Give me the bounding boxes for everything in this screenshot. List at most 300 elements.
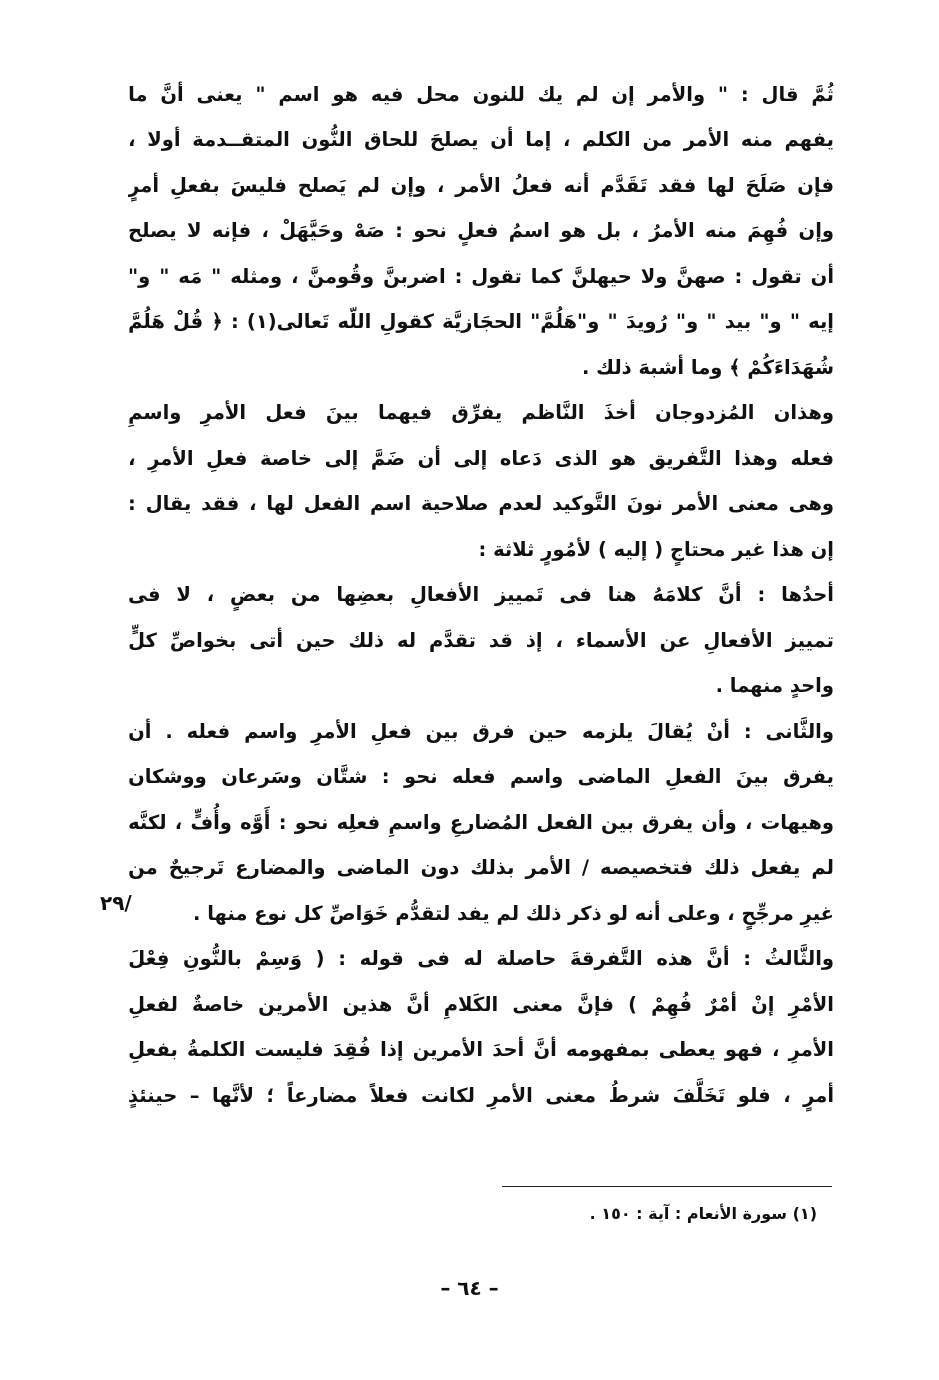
text-line bbox=[128, 254, 834, 300]
word: من bbox=[290, 583, 321, 607]
word: بينَ bbox=[325, 401, 359, 425]
word: هذه bbox=[656, 947, 693, 971]
word: الأفعالِ bbox=[409, 583, 480, 607]
word: لها bbox=[266, 492, 294, 516]
word: ، bbox=[206, 583, 215, 607]
word: الفعل bbox=[303, 492, 361, 516]
text-line bbox=[128, 391, 834, 437]
word: صهنَّ bbox=[676, 264, 726, 288]
word: واسم bbox=[244, 719, 298, 743]
word: الأمْرِ bbox=[788, 992, 834, 1016]
text-line bbox=[128, 209, 834, 255]
word: فى bbox=[128, 583, 161, 607]
word: ، bbox=[631, 219, 639, 243]
word: ﴿ bbox=[211, 310, 223, 334]
word: وإن bbox=[798, 219, 834, 243]
word: فعلِ bbox=[370, 719, 412, 743]
text-line bbox=[128, 618, 834, 664]
word: منه bbox=[740, 128, 773, 152]
word: ، bbox=[563, 128, 571, 152]
word: الأمرِ bbox=[487, 1083, 533, 1107]
word: المتقــدمة bbox=[192, 128, 290, 152]
word: أنه bbox=[563, 173, 590, 197]
word: معنى bbox=[728, 492, 779, 516]
word: للنون bbox=[472, 82, 525, 106]
word: إلى bbox=[453, 446, 488, 470]
word: يصلحَ bbox=[429, 128, 479, 152]
word: : bbox=[381, 765, 390, 789]
word: يلزمه bbox=[581, 719, 634, 743]
text-line bbox=[128, 527, 834, 573]
word: بين bbox=[601, 810, 634, 834]
manuscript-folio-marker: ٢٩/ bbox=[100, 891, 132, 915]
word: لم bbox=[811, 856, 834, 880]
word: أنَّ bbox=[160, 82, 184, 106]
word: يفهم bbox=[784, 128, 834, 152]
word: فُقِدَ bbox=[332, 1038, 371, 1062]
footnote: (١) سورة الأنعام : آية : ١٥٠ . bbox=[589, 1204, 817, 1223]
word: وأن bbox=[701, 810, 737, 834]
word: حينئذٍ bbox=[128, 1083, 178, 1107]
word: كقولِ bbox=[379, 310, 434, 334]
word: أنْ bbox=[706, 719, 730, 743]
word: ، bbox=[783, 1083, 791, 1107]
word: ، bbox=[128, 446, 136, 470]
word: أمرٍ bbox=[128, 173, 160, 197]
word: : bbox=[395, 219, 403, 243]
word: أنَّ bbox=[718, 583, 742, 607]
word: إما bbox=[525, 128, 552, 152]
word: يفعل bbox=[750, 856, 801, 880]
body-text bbox=[128, 72, 834, 1119]
word: واسمِ bbox=[128, 401, 182, 425]
word: الحجَازيَّة bbox=[442, 310, 522, 334]
text-line bbox=[128, 982, 834, 1028]
word: بينَ bbox=[735, 765, 769, 789]
text-line bbox=[128, 345, 834, 391]
word: ) bbox=[628, 992, 637, 1016]
word: فعلِ bbox=[206, 446, 248, 470]
word: فعله bbox=[452, 765, 496, 789]
word: اسمُ bbox=[508, 219, 550, 243]
word: لكنَّه bbox=[128, 810, 167, 834]
word: أنَّ bbox=[406, 992, 430, 1016]
word: قوله bbox=[359, 947, 404, 971]
word: الأمرِ bbox=[148, 446, 194, 470]
word: يعنى bbox=[196, 82, 243, 106]
text-line bbox=[128, 664, 834, 710]
word: تَقَدَّم bbox=[600, 173, 648, 197]
line-text: شُهَدَاءَكُمْ ﴾ وما أشبهَ ذلك . bbox=[581, 355, 834, 379]
word: الأمرُ bbox=[649, 219, 695, 243]
word: ، bbox=[128, 128, 136, 152]
word: بيد bbox=[724, 310, 752, 334]
word: والمضارع bbox=[235, 856, 326, 880]
word: مضارعاً bbox=[286, 1083, 358, 1107]
word: إذ bbox=[525, 628, 543, 652]
word: الذى bbox=[554, 446, 598, 470]
word: أَوَّه bbox=[240, 810, 271, 834]
word: شتَّان bbox=[316, 765, 368, 789]
word: تَمييز bbox=[495, 583, 544, 607]
word: فإن bbox=[797, 173, 834, 197]
word: هَلُمَّ bbox=[128, 310, 165, 334]
word: دَعاه bbox=[499, 446, 543, 470]
word: : bbox=[230, 310, 239, 334]
word: بفعلِ bbox=[128, 1038, 178, 1062]
word: وَسِمْ bbox=[255, 947, 303, 971]
word: " bbox=[159, 264, 170, 288]
word: أن bbox=[128, 719, 152, 743]
word: من bbox=[642, 128, 673, 152]
word: و" bbox=[675, 310, 699, 334]
word: أحدَ bbox=[492, 1038, 525, 1062]
word: فيهما bbox=[378, 401, 433, 425]
word: نونَ bbox=[626, 492, 663, 516]
word: بمفهومه bbox=[565, 1038, 650, 1062]
word: فُهِمَ bbox=[747, 219, 789, 243]
word: لها bbox=[707, 173, 735, 197]
line-text: غيرِ مرجِّحٍ ، وعلى أنه لو ذكر ذلك لم يفد لتقدُّم خَوَاصِّ كل نوع منها . bbox=[193, 901, 834, 925]
word: معنى bbox=[545, 1083, 597, 1107]
word: وهذان bbox=[773, 401, 834, 425]
word: الأمر bbox=[525, 856, 571, 880]
word: اسم bbox=[370, 492, 412, 516]
word: فلو bbox=[737, 1083, 771, 1107]
word: أمرٍ bbox=[803, 1083, 834, 1107]
text-line bbox=[128, 891, 834, 937]
word: الأمرِ bbox=[311, 719, 357, 743]
word: / bbox=[581, 856, 590, 880]
word: ثُمَّ bbox=[811, 82, 834, 106]
word: بخواصِّ bbox=[169, 628, 237, 652]
word: هنا bbox=[607, 583, 637, 607]
word: خاصةٌ bbox=[192, 992, 245, 1016]
word: الأفعالِ bbox=[703, 628, 773, 652]
word: بين bbox=[425, 719, 459, 743]
text-line bbox=[128, 755, 834, 801]
text-line bbox=[128, 163, 834, 209]
word: الكَلامِ bbox=[443, 992, 499, 1016]
word: الكلم bbox=[582, 128, 631, 152]
word: إيه bbox=[808, 310, 834, 334]
word: الأمرين bbox=[258, 992, 329, 1016]
word: لا bbox=[186, 219, 202, 243]
word: صَلَحَ bbox=[745, 173, 787, 197]
word: اسم bbox=[278, 82, 320, 106]
word: الفعل bbox=[536, 810, 593, 834]
word: يفرق bbox=[642, 810, 694, 834]
word: إنْ bbox=[751, 992, 775, 1016]
word: التَّفريق bbox=[648, 446, 722, 470]
word: . bbox=[165, 719, 173, 743]
word: لكانت bbox=[420, 1083, 475, 1107]
word: : bbox=[278, 810, 287, 834]
text-line bbox=[128, 482, 834, 528]
word: تَرجيحٌ bbox=[168, 856, 225, 880]
word: بفعلِ bbox=[169, 173, 220, 197]
word: النُّون bbox=[301, 128, 353, 152]
word: الأسماء bbox=[575, 628, 647, 652]
word: تَعالى(١) bbox=[246, 310, 330, 334]
word: التَّفرقةَ bbox=[569, 947, 643, 971]
word: لا bbox=[176, 583, 191, 607]
word: هو bbox=[610, 446, 637, 470]
text-line bbox=[128, 800, 834, 846]
word: رُويدَ bbox=[625, 310, 668, 334]
word: الماضى bbox=[336, 856, 410, 880]
text-line bbox=[128, 846, 834, 892]
word: بل bbox=[596, 219, 622, 243]
word: و"هَلُمَّ" bbox=[530, 310, 600, 334]
word: عن bbox=[659, 628, 691, 652]
word: تقول bbox=[471, 264, 522, 288]
word: إذا bbox=[380, 1038, 404, 1062]
word: أتى bbox=[249, 628, 284, 652]
word: : bbox=[734, 264, 743, 288]
word: يعطى bbox=[658, 1038, 716, 1062]
footnote-separator bbox=[502, 1186, 832, 1187]
word: لفعلِ bbox=[128, 992, 178, 1016]
word: ، bbox=[555, 628, 563, 652]
word: وهى bbox=[788, 492, 834, 516]
word: فعلاً bbox=[369, 1083, 409, 1107]
word: فُهِمْ bbox=[651, 992, 693, 1016]
word: أنَّ bbox=[533, 1038, 557, 1062]
word: ، bbox=[744, 810, 753, 834]
word: ؛ bbox=[266, 1083, 275, 1107]
word: نحو bbox=[294, 810, 329, 834]
word: فهو bbox=[724, 1038, 763, 1062]
word: أحدُها bbox=[781, 583, 834, 607]
word: " bbox=[706, 310, 717, 334]
word: فتخصيصه bbox=[600, 856, 694, 880]
word: فعله bbox=[790, 446, 834, 470]
word: مَه bbox=[178, 264, 203, 288]
word: " bbox=[607, 310, 618, 334]
word: فليست bbox=[254, 1038, 324, 1062]
word: واسم bbox=[509, 765, 564, 789]
word: حاصلة bbox=[496, 947, 557, 971]
word: يَصلح bbox=[297, 173, 347, 197]
word: " bbox=[255, 82, 266, 106]
word: بالنُّونِ bbox=[183, 947, 242, 971]
word: الماضى bbox=[577, 765, 651, 789]
word: : bbox=[743, 947, 751, 971]
word: له bbox=[463, 947, 483, 971]
word: فعله bbox=[186, 719, 231, 743]
word: محل bbox=[416, 82, 460, 106]
word: يقال bbox=[145, 492, 192, 516]
word: فقد bbox=[201, 492, 240, 516]
word: فليسَ bbox=[230, 173, 287, 197]
word: أخذَ bbox=[603, 401, 636, 425]
word: لأنَّها bbox=[212, 1083, 255, 1107]
word: لم bbox=[357, 173, 380, 197]
word: : bbox=[757, 583, 766, 607]
word: تقدَّم bbox=[429, 628, 476, 652]
text-line bbox=[128, 436, 834, 482]
word: ووشكان bbox=[128, 765, 207, 789]
word: وسَرعان bbox=[221, 765, 302, 789]
word: يفرِّق bbox=[451, 401, 503, 425]
word: فِعْلَ bbox=[128, 947, 170, 971]
word: حين bbox=[528, 719, 569, 743]
word: تقول bbox=[751, 264, 802, 288]
word: ، bbox=[261, 219, 269, 243]
word: لم bbox=[575, 82, 599, 106]
word: : bbox=[454, 264, 463, 288]
word: معنى bbox=[512, 992, 564, 1016]
word: ، bbox=[437, 173, 445, 197]
word: قُلْ bbox=[173, 310, 204, 334]
word: وحَيَّهَلْ bbox=[279, 219, 344, 243]
word: المُزدوجان bbox=[655, 401, 755, 425]
word: وقُومنَّ bbox=[307, 264, 375, 288]
word: إلى bbox=[324, 446, 359, 470]
word: يك bbox=[537, 82, 564, 106]
word: : bbox=[338, 947, 346, 971]
word: شرطُ bbox=[608, 1083, 661, 1107]
word: له bbox=[396, 628, 417, 652]
word: وهذا bbox=[734, 446, 778, 470]
word: ذلك bbox=[704, 856, 740, 880]
word: – bbox=[189, 1083, 200, 1107]
word: والثَّانى bbox=[765, 719, 834, 743]
word: بعضِها bbox=[336, 583, 395, 607]
word: بذلك bbox=[470, 856, 515, 880]
word: : bbox=[128, 492, 136, 516]
word: فى bbox=[417, 947, 450, 971]
text-line bbox=[128, 709, 834, 755]
word: و" bbox=[759, 310, 782, 334]
line-text: واحدٍ منهما . bbox=[715, 674, 834, 698]
word: قد bbox=[488, 628, 513, 652]
word: أمْرٌ bbox=[706, 992, 738, 1016]
word: للحاق bbox=[364, 128, 419, 152]
word: يفرق bbox=[783, 765, 834, 789]
word: الفعلِ bbox=[665, 765, 722, 789]
text-line bbox=[128, 72, 834, 118]
word: : bbox=[740, 82, 749, 106]
word: يصلح bbox=[128, 219, 177, 243]
word: واسمِ bbox=[388, 810, 442, 834]
word: لعدم bbox=[498, 492, 543, 516]
word: ، bbox=[771, 1038, 780, 1062]
word: ضَمَّ bbox=[370, 446, 406, 470]
word: فعلِه bbox=[336, 810, 381, 834]
word: صلاحية bbox=[421, 492, 489, 516]
text-line bbox=[128, 300, 834, 346]
word: أن bbox=[810, 264, 834, 288]
word: فيه bbox=[370, 82, 404, 106]
word: فعلُ bbox=[511, 173, 553, 197]
word: من bbox=[128, 856, 158, 880]
word: ومثله bbox=[230, 264, 283, 288]
word: أنَّ bbox=[706, 947, 730, 971]
word: هذين bbox=[342, 992, 393, 1016]
word: هو bbox=[332, 82, 359, 106]
word: وهيهات bbox=[760, 810, 834, 834]
word: الكلمةُ bbox=[187, 1038, 246, 1062]
word: تمييز bbox=[785, 628, 834, 652]
word: ولا bbox=[640, 264, 668, 288]
word: منه bbox=[705, 219, 737, 243]
word: الأمرِ bbox=[788, 1038, 834, 1062]
word: اللّه bbox=[337, 310, 372, 334]
word: التَّوكيد bbox=[552, 492, 617, 516]
word: حين bbox=[296, 628, 336, 652]
word: فى bbox=[559, 583, 592, 607]
text-line bbox=[128, 118, 834, 164]
word: أولا bbox=[147, 128, 181, 152]
word: فقد bbox=[658, 173, 697, 197]
text-line bbox=[128, 1028, 834, 1074]
word: كلٍّ bbox=[128, 628, 157, 652]
word: نحو bbox=[413, 219, 447, 243]
word: " bbox=[717, 82, 729, 106]
word: هو bbox=[560, 219, 587, 243]
word: نحو bbox=[404, 765, 438, 789]
word: الأمرِ bbox=[200, 401, 247, 425]
word: بعضٍ bbox=[230, 583, 275, 607]
word: وأُفٍّ bbox=[190, 810, 232, 834]
text-line bbox=[128, 1073, 834, 1119]
word: : bbox=[743, 719, 752, 743]
word: فعلٍ bbox=[457, 219, 499, 243]
word: خاصة bbox=[259, 446, 312, 470]
line-text: إن هذا غير محتاجٍ ( إليه ) لأمُورٍ ثلاثة : bbox=[478, 537, 834, 561]
word: فإنه bbox=[211, 219, 252, 243]
word: فرق bbox=[472, 719, 515, 743]
word: النَّاظم bbox=[521, 401, 585, 425]
word: تَخَلَّفَ bbox=[672, 1083, 726, 1107]
word: " bbox=[789, 310, 800, 334]
word: فعل bbox=[265, 401, 307, 425]
word: الأمرين bbox=[412, 1038, 484, 1062]
word: قال bbox=[761, 82, 799, 106]
page-number: – ٦٤ – bbox=[440, 1276, 499, 1300]
word: أن bbox=[490, 128, 514, 152]
word: " bbox=[211, 264, 222, 288]
word: كلامَهُ bbox=[652, 583, 703, 607]
word: الأمر bbox=[672, 492, 719, 516]
word: ( bbox=[315, 947, 325, 971]
word: اضربنَّ bbox=[383, 264, 446, 288]
word: المُضارعِ bbox=[449, 810, 529, 834]
word: يُقالَ bbox=[647, 719, 693, 743]
text-line bbox=[128, 573, 834, 619]
word: ، bbox=[249, 492, 257, 516]
word: الأمر bbox=[683, 128, 730, 152]
word: إن bbox=[611, 82, 635, 106]
word: وإن bbox=[390, 173, 427, 197]
text-line bbox=[128, 937, 834, 983]
word: صَهْ bbox=[354, 219, 385, 243]
word: أن bbox=[417, 446, 441, 470]
word: الأمر bbox=[455, 173, 501, 197]
word: حيهلنَّ bbox=[571, 264, 632, 288]
word: ما bbox=[128, 82, 148, 106]
word: ، bbox=[174, 810, 183, 834]
word: ، bbox=[291, 264, 299, 288]
word: دون bbox=[420, 856, 460, 880]
word: و" bbox=[128, 264, 151, 288]
word: والثَّالثُ bbox=[764, 947, 834, 971]
word: ذلك bbox=[348, 628, 384, 652]
word: كما bbox=[530, 264, 563, 288]
word: والأمر bbox=[647, 82, 706, 106]
